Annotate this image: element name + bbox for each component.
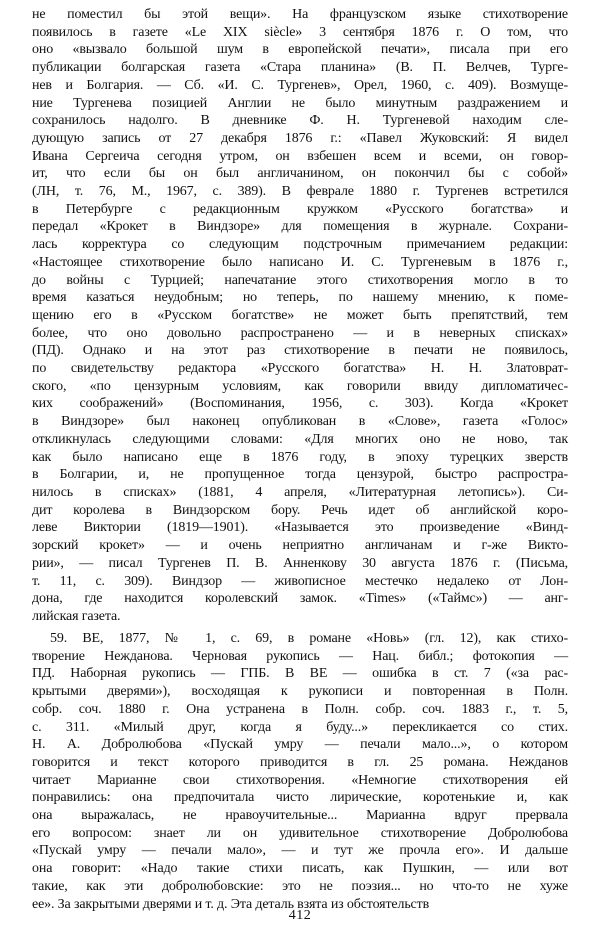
text-line: «Пускай умру — печали мало», — и тут же прочла его». И дальше (32, 843, 568, 859)
text-line: более, что оно довольно распространено — и в неверных списках» (32, 325, 568, 341)
text-line: появилось в газете «Le XIX siècle» 3 сентября 1876 г. О том, что (32, 24, 568, 40)
text-line: нев и Болгария. — Сб. «И. С. Тургенев», Орел, 1960, с. 409). Возмуще- (32, 77, 568, 93)
text-line: леве Виктории (1819—1901). «Называется это произведение «Винд- (32, 520, 568, 536)
text-line: она говорит: «Надо такие стихи писать, как Пушкин, — или вот (32, 861, 568, 877)
text-line: рии», — писал Тургенев П. В. Анненкову 30 августа 1876 г. (Письма, (32, 555, 568, 571)
text-line: «Настоящее стихотворение было написано И. С. Тургеневым в 1876 г., (32, 254, 568, 270)
text-line: в Виндзоре» был наконец опубликован в «Слове», газета «Голос» (32, 414, 568, 430)
text-line: она выражалась, не нравоучительные... Марианна вдруг прервала (32, 808, 568, 824)
text-line: откликнулась следующими словами: «Для многих оно не ново, так (32, 431, 568, 447)
text-line: ких соображений» (Воспоминания, 1956, с. 303). Когда «Крокет (32, 396, 568, 412)
text-line: щению его в «Русском богатстве» не может быть препятствий, тем (32, 307, 568, 323)
text-line: до войны с Турцией; напечатание этого стихотворения могло в то (32, 272, 568, 288)
text-line: Ивана Сергеича сегодня утром, он взбешен всем и всеми, он говор- (32, 148, 568, 164)
text-line: оно «вызвало большой шум в европейской печати», писала при его (32, 42, 568, 58)
text-line: (ЛН, т. 76, М., 1967, с. 389). В феврале 1880 г. Тургенев встретился (32, 184, 568, 200)
text-line: такие, как эти добролюбовские: это не поэзия... но что-то не хуже (32, 878, 568, 894)
text-line: по свидетельству редактора «Русского богатства» Н. Н. Златоврат- (32, 361, 568, 377)
text-line: т. 11, с. 309). Виндзор — живописное местечко недалеко от Лон- (32, 573, 568, 589)
text-line: как было написано еще в 1876 году, в эпоху турецких зверств (32, 449, 568, 465)
text-line: Н. А. Добролюбова «Пускай умру — печали мало...», о котором (32, 737, 568, 753)
text-line: передал «Крокет в Виндзоре» для помещения в журнале. Сохрани- (32, 219, 568, 235)
text-line: ПД. Наборная рукопись — ГПБ. В ВЕ — ошибка в ст. 7 («за рас- (32, 666, 568, 682)
text-line: понравились: она предпочитала чисто лирические, коротенькие и, как (32, 790, 568, 806)
text-line: зорский крокет» — и очень неприятно англичанам и г-же Викто- (32, 538, 568, 554)
text-line: не поместил бы этой вещи». На французском языке стихотворение (32, 7, 568, 22)
text-line: в Болгарии, и, не пропущенное тогда цензурой, быстро распростра- (32, 467, 568, 483)
text-line: крытыми дверями»), восходящая к рукописи и повторенная в Полн. (32, 684, 568, 700)
text-line: читает Марианне свои стихотворения. «Немногие стихотворения ей (32, 772, 568, 788)
text-line: ние Тургенева позицией Англии не было минутным раздражением и (32, 95, 568, 111)
text-line: сохранилось надолго. В дневнике Ф. Н. Тургеневой находим сле- (32, 113, 568, 129)
text-line: его вопросом: знает ли он удивительное стихотворение Добролюбова (32, 825, 568, 841)
text-line: дит королева в Виндзорском бору. Речь идет об английской коро- (32, 502, 568, 518)
text-line: дующую запись от 27 декабря 1876 г.: «Павел Жуковский: Я видел (32, 130, 568, 146)
text-line: время казаться неудобным; но теперь, по нашему мнению, к поме- (32, 290, 568, 306)
text-line: 59. ВЕ, 1877, № 1, с. 69, в романе «Новь» (гл. 12), как стихо- (50, 631, 568, 646)
text-line: нилось в списках» (1881, 4 апреля, «Литературная летопись»). Си- (32, 484, 568, 500)
text-line: ит, что если бы он был англичанином, он покончил бы с собой» (32, 166, 568, 182)
page-number: 412 (288, 908, 312, 923)
text-line: говорится и текст которого приводится в гл. 25 романа. Нежданов (32, 754, 568, 770)
text-line: творение Нежданова. Черновая рукопись — Нац. библ.; фотокопия — (32, 648, 568, 664)
text-line: лась корректура со следующим подстрочным примечанием редакции: (32, 237, 568, 253)
text-line: ее». За закрытыми дверями и т. д. Эта деталь взята из обстоятельств (32, 896, 430, 912)
text-line: публикации болгарская газета «Стара планина» (В. П. Велчев, Турге- (32, 60, 568, 76)
text-line: собр. соч. 1880 г. Она устранена в Полн. собр. соч. 1883 г., т. 5, (32, 701, 568, 717)
text-line: ского, «по цензурным условиям, как говорили ввиду дипломатичес- (32, 378, 568, 394)
commentary-block-continued (32, 6, 568, 626)
text-line: с. 311. «Милый друг, когда я буду...» перекликается со стих. (32, 719, 568, 735)
text-line: (ПД). Однако и на этот раз стихотворение в печати не появилось, (32, 343, 568, 359)
text-line: в Петербурге с редакционным кружком «Русского богатства» и (32, 201, 568, 217)
text-line: лийская газета. (32, 608, 121, 624)
text-line: дона, где находится королевский замок. «Times» («Таймс») — анг- (32, 591, 568, 607)
document-page (32, 6, 568, 942)
commentary-block-note-59 (32, 630, 568, 913)
